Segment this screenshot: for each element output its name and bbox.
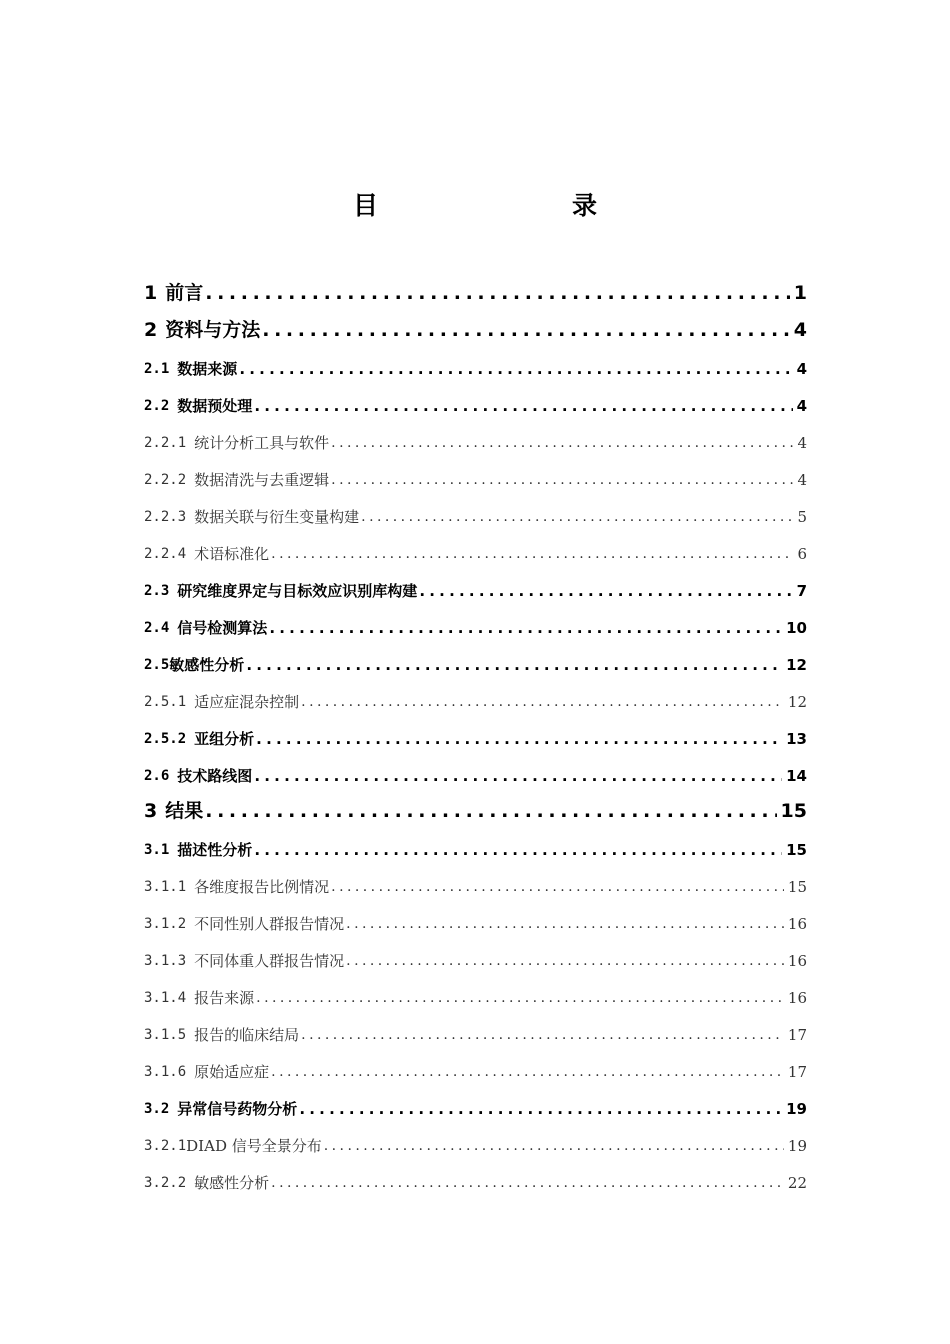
toc-dot-leader xyxy=(239,360,792,380)
toc-entry[interactable] xyxy=(144,601,807,638)
toc-dot-leader xyxy=(301,1026,784,1046)
toc-dot-leader xyxy=(262,317,790,342)
toc-entry[interactable] xyxy=(144,379,807,416)
toc-entry-page-number: 22 xyxy=(787,1174,807,1192)
toc-entry-page-number: 17 xyxy=(787,1063,807,1081)
toc-entry-label: 资料与方法 xyxy=(165,319,261,341)
toc-entry[interactable] xyxy=(144,490,807,527)
toc-dot-leader xyxy=(254,841,782,861)
toc-entry-page-number: 12 xyxy=(787,693,807,711)
toc-entry-page-number: 10 xyxy=(786,619,807,637)
toc-entry-label: 异常信号药物分析 xyxy=(177,1100,298,1118)
toc-dot-leader xyxy=(271,1174,784,1194)
toc-entry[interactable] xyxy=(144,1008,807,1045)
toc-entry-page-number: 17 xyxy=(787,1026,807,1044)
toc-entry[interactable] xyxy=(144,971,807,1008)
toc-entry-number: 3.2 xyxy=(144,1101,170,1117)
toc-entry-page-number: 5 xyxy=(797,508,807,526)
toc-entry-label: 不同性别人群报告情况 xyxy=(194,915,345,933)
toc-entry[interactable] xyxy=(144,305,807,342)
toc-entry-page-number: 4 xyxy=(796,360,807,378)
toc-dot-leader xyxy=(271,545,793,565)
toc-entry-label: 敏感性分析 xyxy=(169,656,245,674)
toc-entry-page-number: 12 xyxy=(786,656,807,674)
toc-entry-label: DIAD 信号全景分布 xyxy=(186,1137,322,1155)
toc-entry-page-number: 13 xyxy=(786,730,807,748)
toc-entry[interactable] xyxy=(144,1156,807,1193)
table-of-contents xyxy=(144,268,807,1193)
toc-dot-leader xyxy=(256,989,784,1009)
toc-entry-page-number: 1 xyxy=(793,282,807,304)
toc-entry-number: 2.2 xyxy=(144,398,170,414)
toc-dot-leader xyxy=(299,1100,782,1120)
toc-entry[interactable] xyxy=(144,934,807,971)
toc-dot-leader xyxy=(324,1137,784,1157)
toc-entry-page-number: 16 xyxy=(787,915,807,933)
toc-dot-leader xyxy=(361,508,793,528)
toc-entry-label: 研究维度界定与目标效应识别库构建 xyxy=(177,582,418,600)
toc-dot-leader xyxy=(205,798,776,823)
toc-entry-number: 3.1.2 xyxy=(144,916,187,932)
toc-entry[interactable] xyxy=(144,527,807,564)
toc-entry-number: 2.2.3 xyxy=(144,509,187,525)
toc-entry[interactable] xyxy=(144,1082,807,1119)
toc-dot-leader xyxy=(301,693,784,713)
toc-entry-number: 2.4 xyxy=(144,620,170,636)
toc-entry-label: 报告来源 xyxy=(194,989,255,1007)
toc-entry-page-number: 15 xyxy=(780,800,807,822)
toc-entry-number: 2.5.2 xyxy=(144,731,187,747)
toc-entry-page-number: 4 xyxy=(797,471,807,489)
toc-entry-number: 3.2.2 xyxy=(144,1175,187,1191)
toc-dot-leader xyxy=(205,280,790,305)
toc-entry-number: 2.2.1 xyxy=(144,435,187,451)
toc-entry[interactable] xyxy=(144,786,807,823)
toc-entry[interactable] xyxy=(144,416,807,453)
toc-dot-leader xyxy=(246,656,782,676)
toc-entry-number: 2.3 xyxy=(144,583,170,599)
toc-entry-label: 敏感性分析 xyxy=(194,1174,270,1192)
toc-entry[interactable] xyxy=(144,342,807,379)
toc-dot-leader xyxy=(346,915,784,935)
toc-entry-page-number: 15 xyxy=(787,878,807,896)
toc-entry-number: 2.1 xyxy=(144,361,170,377)
toc-entry-label: 术语标准化 xyxy=(194,545,270,563)
toc-entry-label: 不同体重人群报告情况 xyxy=(194,952,345,970)
toc-entry-label: 信号检测算法 xyxy=(177,619,268,637)
toc-entry[interactable] xyxy=(144,268,807,305)
toc-entry-number: 2.6 xyxy=(144,768,170,784)
toc-dot-leader xyxy=(346,952,784,972)
toc-entry-label: 数据来源 xyxy=(177,360,238,378)
toc-dot-leader xyxy=(419,582,792,602)
toc-entry-page-number: 19 xyxy=(786,1100,807,1118)
toc-entry-label: 亚组分析 xyxy=(194,730,255,748)
toc-entry-label: 技术路线图 xyxy=(177,767,253,785)
toc-entry-page-number: 16 xyxy=(787,952,807,970)
toc-entry-label: 数据清洗与去重逻辑 xyxy=(194,471,330,489)
toc-entry-number: 2.2.4 xyxy=(144,546,187,562)
toc-entry-page-number: 15 xyxy=(786,841,807,859)
toc-entry-number: 3.1.3 xyxy=(144,953,187,969)
toc-dot-leader xyxy=(254,767,782,787)
toc-entry-page-number: 7 xyxy=(796,582,807,600)
toc-entry-number: 3.1.1 xyxy=(144,879,187,895)
toc-dot-leader xyxy=(269,619,782,639)
toc-dot-leader xyxy=(331,878,784,898)
toc-entry-number: 2.5 xyxy=(144,657,170,673)
toc-entry[interactable] xyxy=(144,1119,807,1156)
toc-entry-label: 各维度报告比例情况 xyxy=(194,878,330,896)
toc-dot-leader xyxy=(254,397,792,417)
toc-dot-leader xyxy=(271,1063,784,1083)
toc-entry-page-number: 4 xyxy=(793,319,807,341)
toc-dot-leader xyxy=(256,730,782,750)
toc-entry[interactable] xyxy=(144,564,807,601)
toc-entry-number: 3.1.5 xyxy=(144,1027,187,1043)
toc-entry-number: 3.2.1 xyxy=(144,1138,187,1154)
toc-entry-label: 数据预处理 xyxy=(177,397,253,415)
toc-entry[interactable] xyxy=(144,860,807,897)
toc-entry-label: 描述性分析 xyxy=(177,841,253,859)
toc-entry-page-number: 16 xyxy=(787,989,807,1007)
toc-entry[interactable] xyxy=(144,897,807,934)
toc-entry-label: 前言 xyxy=(165,282,204,304)
toc-entry-label: 结果 xyxy=(165,800,204,822)
toc-dot-leader xyxy=(331,434,793,454)
toc-entry-page-number: 14 xyxy=(786,767,807,785)
toc-entry-number: 3.1 xyxy=(144,842,170,858)
toc-entry-number: 1 xyxy=(144,282,158,304)
toc-entry[interactable] xyxy=(144,453,807,490)
page-title: 目 录 xyxy=(352,191,645,220)
toc-entry-label: 数据关联与衍生变量构建 xyxy=(194,508,360,526)
toc-entry[interactable] xyxy=(144,1045,807,1082)
toc-entry-page-number: 4 xyxy=(797,434,807,452)
toc-entry-number: 2.5.1 xyxy=(144,694,187,710)
toc-entry-label: 统计分析工具与软件 xyxy=(194,434,330,452)
toc-entry[interactable] xyxy=(144,675,807,712)
toc-dot-leader xyxy=(331,471,793,491)
toc-entry-page-number: 19 xyxy=(787,1137,807,1155)
toc-entry-label: 原始适应症 xyxy=(194,1063,270,1081)
toc-entry-label: 报告的临床结局 xyxy=(194,1026,300,1044)
toc-entry-number: 3 xyxy=(144,800,158,822)
toc-entry-number: 3.1.4 xyxy=(144,990,187,1006)
toc-entry-page-number: 4 xyxy=(796,397,807,415)
toc-entry-number: 2 xyxy=(144,319,158,341)
toc-entry-number: 3.1.6 xyxy=(144,1064,187,1080)
toc-entry-number: 2.2.2 xyxy=(144,472,187,488)
toc-entry[interactable] xyxy=(144,638,807,675)
toc-entry[interactable] xyxy=(144,712,807,749)
toc-entry[interactable] xyxy=(144,749,807,786)
toc-entry[interactable] xyxy=(144,823,807,860)
toc-entry-label: 适应症混杂控制 xyxy=(194,693,300,711)
toc-entry-page-number: 6 xyxy=(797,545,807,563)
